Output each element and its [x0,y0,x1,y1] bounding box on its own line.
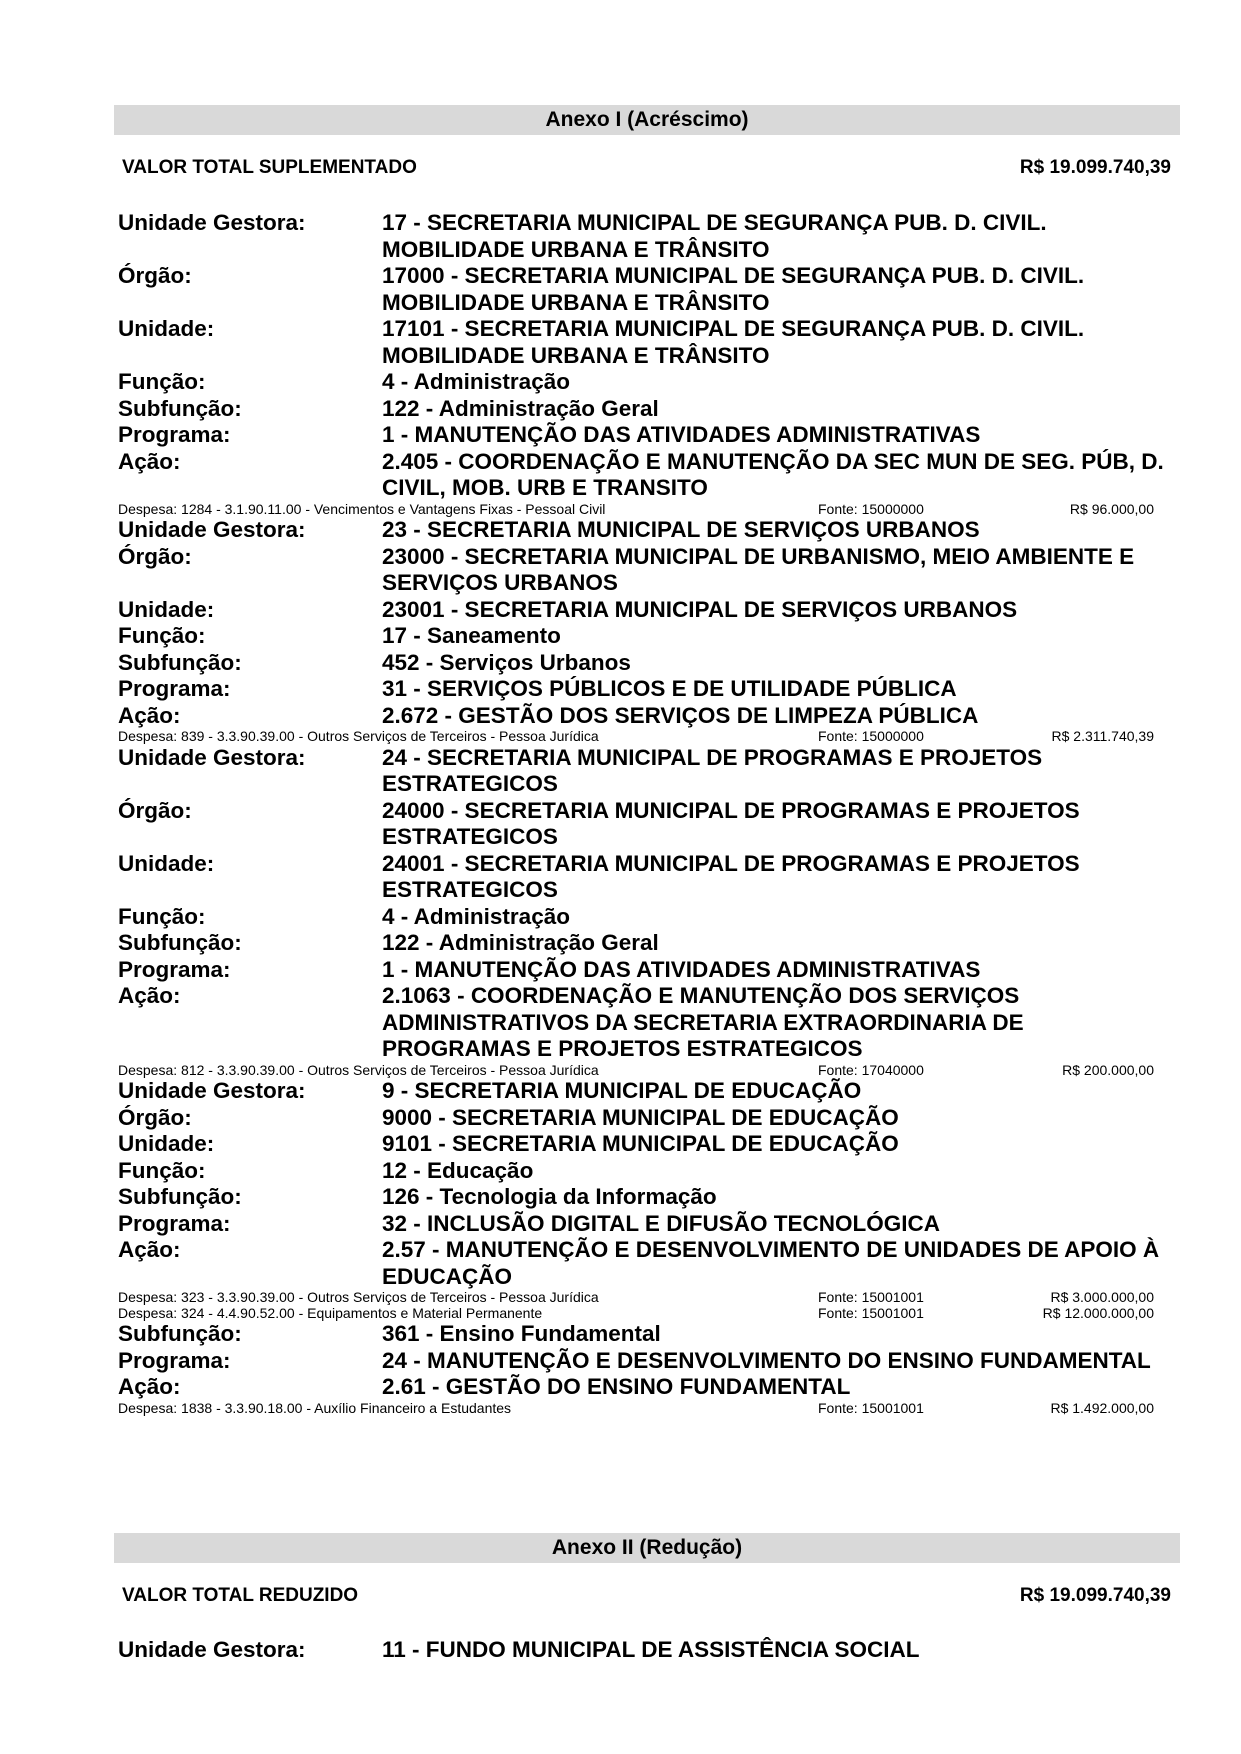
field-value: 4 - Administração [382,369,570,394]
annex2-total-value: R$ 19.099.740,39 [1019,1585,1171,1606]
field-row [118,1184,1178,1211]
field-row [118,1078,1178,1105]
field-row [118,1105,1178,1132]
field-value: 11 - FUNDO MUNICIPAL DE ASSISTÊNCIA SOCIAL [382,1637,920,1662]
field-label: Ação: [118,983,181,1008]
field-value: 2.57 - MANUTENÇÃO E DESENVOLVIMENTO DE UNIDADES DE APOIO À EDUCAÇÃO [382,1237,1160,1289]
field-row [118,597,1178,624]
annex1-total-value: R$ 19.099.740,39 [1019,157,1171,178]
field-label: Unidade: [118,1131,215,1156]
field-label: Unidade Gestora: [118,1637,306,1662]
despesa-fonte: Fonte: 17040000 [818,1061,924,1078]
field-value: 4 - Administração [382,903,570,929]
field-row [118,517,1178,544]
field-value: 2.1063 - COORDENAÇÃO E MANUTENÇÃO DOS SERVIÇOS ADMINISTRATIVOS DA SECRETARIA EXTRAORDINARIA DE PROGRAMAS E PROJETOS ESTRATEGICOS [382,983,1024,1061]
despesa-row [118,1401,1178,1417]
field-label: Órgão: [118,1104,192,1130]
field-row [118,623,1178,650]
field-row [118,1211,1178,1238]
field-label: Órgão: [118,543,192,569]
field-label: Unidade Gestora: [118,517,306,542]
despesa-valor: R$ 200.000,00 [1062,1061,1154,1078]
field-row [118,983,1178,1063]
despesa-valor: R$ 1.492.000,00 [1050,1399,1154,1416]
field-row [118,904,1178,931]
field-label: Órgão: [118,797,192,823]
field-value: 23001 - SECRETARIA MUNICIPAL DE SERVIÇOS URBANOS [382,596,1018,622]
annex2-total-label: VALOR TOTAL REDUZIDO [122,1585,359,1606]
field-label: Subfunção: [118,1184,242,1209]
field-row [118,957,1178,984]
despesa-fonte: Fonte: 15000000 [818,500,924,517]
field-value: 1 - MANUTENÇÃO DAS ATIVIDADES ADMINISTRATIVAS [382,422,981,447]
despesa-fonte: Fonte: 15001001 [818,1304,924,1321]
field-value: 9 - SECRETARIA MUNICIPAL DE EDUCAÇÃO [382,1078,862,1103]
despesa-valor: R$ 12.000.000,00 [1042,1304,1154,1321]
field-row [118,703,1178,730]
field-label: Programa: [118,1347,231,1373]
annex1-title: Anexo I (Acréscimo) [114,105,1180,135]
field-value: 126 - Tecnologia da Informação [382,1184,717,1209]
field-row [118,422,1178,449]
despesa-text: Despesa: 1838 - 3.3.90.18.00 - Auxílio Financeiro a Estudantes [118,1399,512,1416]
field-row [118,676,1178,703]
field-label: Ação: [118,702,181,728]
despesa-fonte: Fonte: 15001001 [818,1399,924,1416]
despesa-row [118,1306,1178,1322]
field-value: 23000 - SECRETARIA MUNICIPAL DE URBANISMO, MEIO AMBIENTE E SERVIÇOS URBANOS [382,543,1135,595]
field-row [118,798,1178,851]
field-value: 23 - SECRETARIA MUNICIPAL DE SERVIÇOS URBANOS [382,517,980,542]
field-row [118,1348,1178,1375]
field-row [118,1374,1178,1401]
field-value: 24000 - SECRETARIA MUNICIPAL DE PROGRAMAS E PROJETOS ESTRATEGICOS [382,797,1080,849]
field-label: Programa: [118,1210,231,1236]
field-label: Unidade: [118,316,215,341]
field-row [118,851,1178,904]
field-value: 1 - MANUTENÇÃO DAS ATIVIDADES ADMINISTRATIVAS [382,956,981,982]
field-row [118,263,1178,316]
annex2-title: Anexo II (Redução) [114,1533,1180,1563]
field-value: 9101 - SECRETARIA MUNICIPAL DE EDUCAÇÃO [382,1131,899,1156]
despesa-text: Despesa: 1284 - 3.1.90.11.00 - Vencimentos e Vantagens Fixas - Pessoal Civil [118,500,606,517]
field-row [118,210,1178,263]
field-label: Subfunção: [118,649,242,675]
field-label: Função: [118,623,206,648]
field-value: 24 - SECRETARIA MUNICIPAL DE PROGRAMAS E PROJETOS ESTRATEGICOS [382,744,1043,796]
despesa-text: Despesa: 324 - 4.4.90.52.00 - Equipamentos e Material Permanente [118,1304,543,1321]
field-value: 12 - Educação [382,1157,534,1183]
field-row [118,1237,1178,1290]
despesa-valor: R$ 3.000.000,00 [1050,1289,1154,1305]
field-value: 2.405 - COORDENAÇÃO E MANUTENÇÃO DA SEC MUN DE SEG. PÚB, D. CIVIL, MOB. URB E TRANSITO [382,448,1164,500]
field-value: 17 - SECRETARIA MUNICIPAL DE SEGURANÇA PUB. D. CIVIL. MOBILIDADE URBANA E TRÂNSITO [382,210,1047,262]
field-label: Função: [118,1157,206,1183]
field-value: 24 - MANUTENÇÃO E DESENVOLVIMENTO DO ENSINO FUNDAMENTAL [382,1347,1151,1373]
despesa-text: Despesa: 812 - 3.3.90.39.00 - Outros Serviços de Terceiros - Pessoa Jurídica [118,1061,599,1078]
field-row [118,1321,1178,1348]
field-value: 24001 - SECRETARIA MUNICIPAL DE PROGRAMAS E PROJETOS ESTRATEGICOS [382,850,1080,902]
field-row [118,396,1178,423]
field-value: 122 - Administração Geral [382,395,659,421]
field-row [118,1637,1178,1664]
field-label: Ação: [118,1237,181,1262]
field-value: 31 - SERVIÇOS PÚBLICOS E DE UTILIDADE PÚBLICA [382,676,957,701]
field-row [118,1158,1178,1185]
field-label: Unidade: [118,596,215,622]
despesa-row [118,729,1178,745]
field-label: Ação: [118,1374,181,1399]
field-label: Subfunção: [118,395,242,421]
field-value: 2.61 - GESTÃO DO ENSINO FUNDAMENTAL [382,1374,851,1399]
field-value: 17 - Saneamento [382,623,561,648]
despesa-fonte: Fonte: 15001001 [818,1289,924,1305]
despesa-fonte: Fonte: 15000000 [818,728,924,744]
field-label: Unidade Gestora: [118,1078,306,1103]
annex1-total-label: VALOR TOTAL SUPLEMENTADO [122,157,417,178]
field-label: Função: [118,903,206,929]
despesa-valor: R$ 2.311.740,39 [1051,728,1154,744]
field-row [118,316,1178,369]
despesa-text: Despesa: 839 - 3.3.90.39.00 - Outros Serviços de Terceiros - Pessoa Jurídica [118,728,599,744]
field-label: Unidade Gestora: [118,744,306,770]
despesa-text: Despesa: 323 - 3.3.90.39.00 - Outros Serviços de Terceiros - Pessoa Jurídica [118,1289,599,1305]
field-label: Programa: [118,676,231,701]
field-value: 452 - Serviços Urbanos [382,649,631,675]
field-value: 17101 - SECRETARIA MUNICIPAL DE SEGURANÇA PUB. D. CIVIL. MOBILIDADE URBANA E TRÂNSITO [382,316,1085,368]
field-row [118,650,1178,677]
field-value: 9000 - SECRETARIA MUNICIPAL DE EDUCAÇÃO [382,1104,899,1130]
field-label: Ação: [118,448,181,474]
field-label: Subfunção: [118,930,242,955]
field-value: 17000 - SECRETARIA MUNICIPAL DE SEGURANÇA PUB. D. CIVIL. MOBILIDADE URBANA E TRÂNSITO [382,263,1085,315]
field-label: Subfunção: [118,1321,242,1346]
despesa-row [118,502,1178,518]
annex2-entries [118,1637,1178,1664]
field-row [118,930,1178,957]
despesa-row [118,1063,1178,1079]
field-row [118,449,1178,502]
field-label: Órgão: [118,263,192,288]
field-row [118,745,1178,798]
field-label: Programa: [118,956,231,982]
field-label: Programa: [118,422,231,447]
field-row [118,1131,1178,1158]
field-row [118,369,1178,396]
field-row [118,544,1178,597]
field-label: Unidade: [118,850,215,876]
field-value: 361 - Ensino Fundamental [382,1321,661,1346]
field-value: 2.672 - GESTÃO DOS SERVIÇOS DE LIMPEZA PÚBLICA [382,702,979,728]
annex1-entries [118,210,1178,1416]
despesa-valor: R$ 96.000,00 [1069,500,1154,517]
field-value: 32 - INCLUSÃO DIGITAL E DIFUSÃO TECNOLÓGICA [382,1210,940,1236]
field-value: 122 - Administração Geral [382,930,659,955]
despesa-row [118,1290,1178,1306]
field-label: Unidade Gestora: [118,210,306,235]
field-label: Função: [118,369,206,394]
